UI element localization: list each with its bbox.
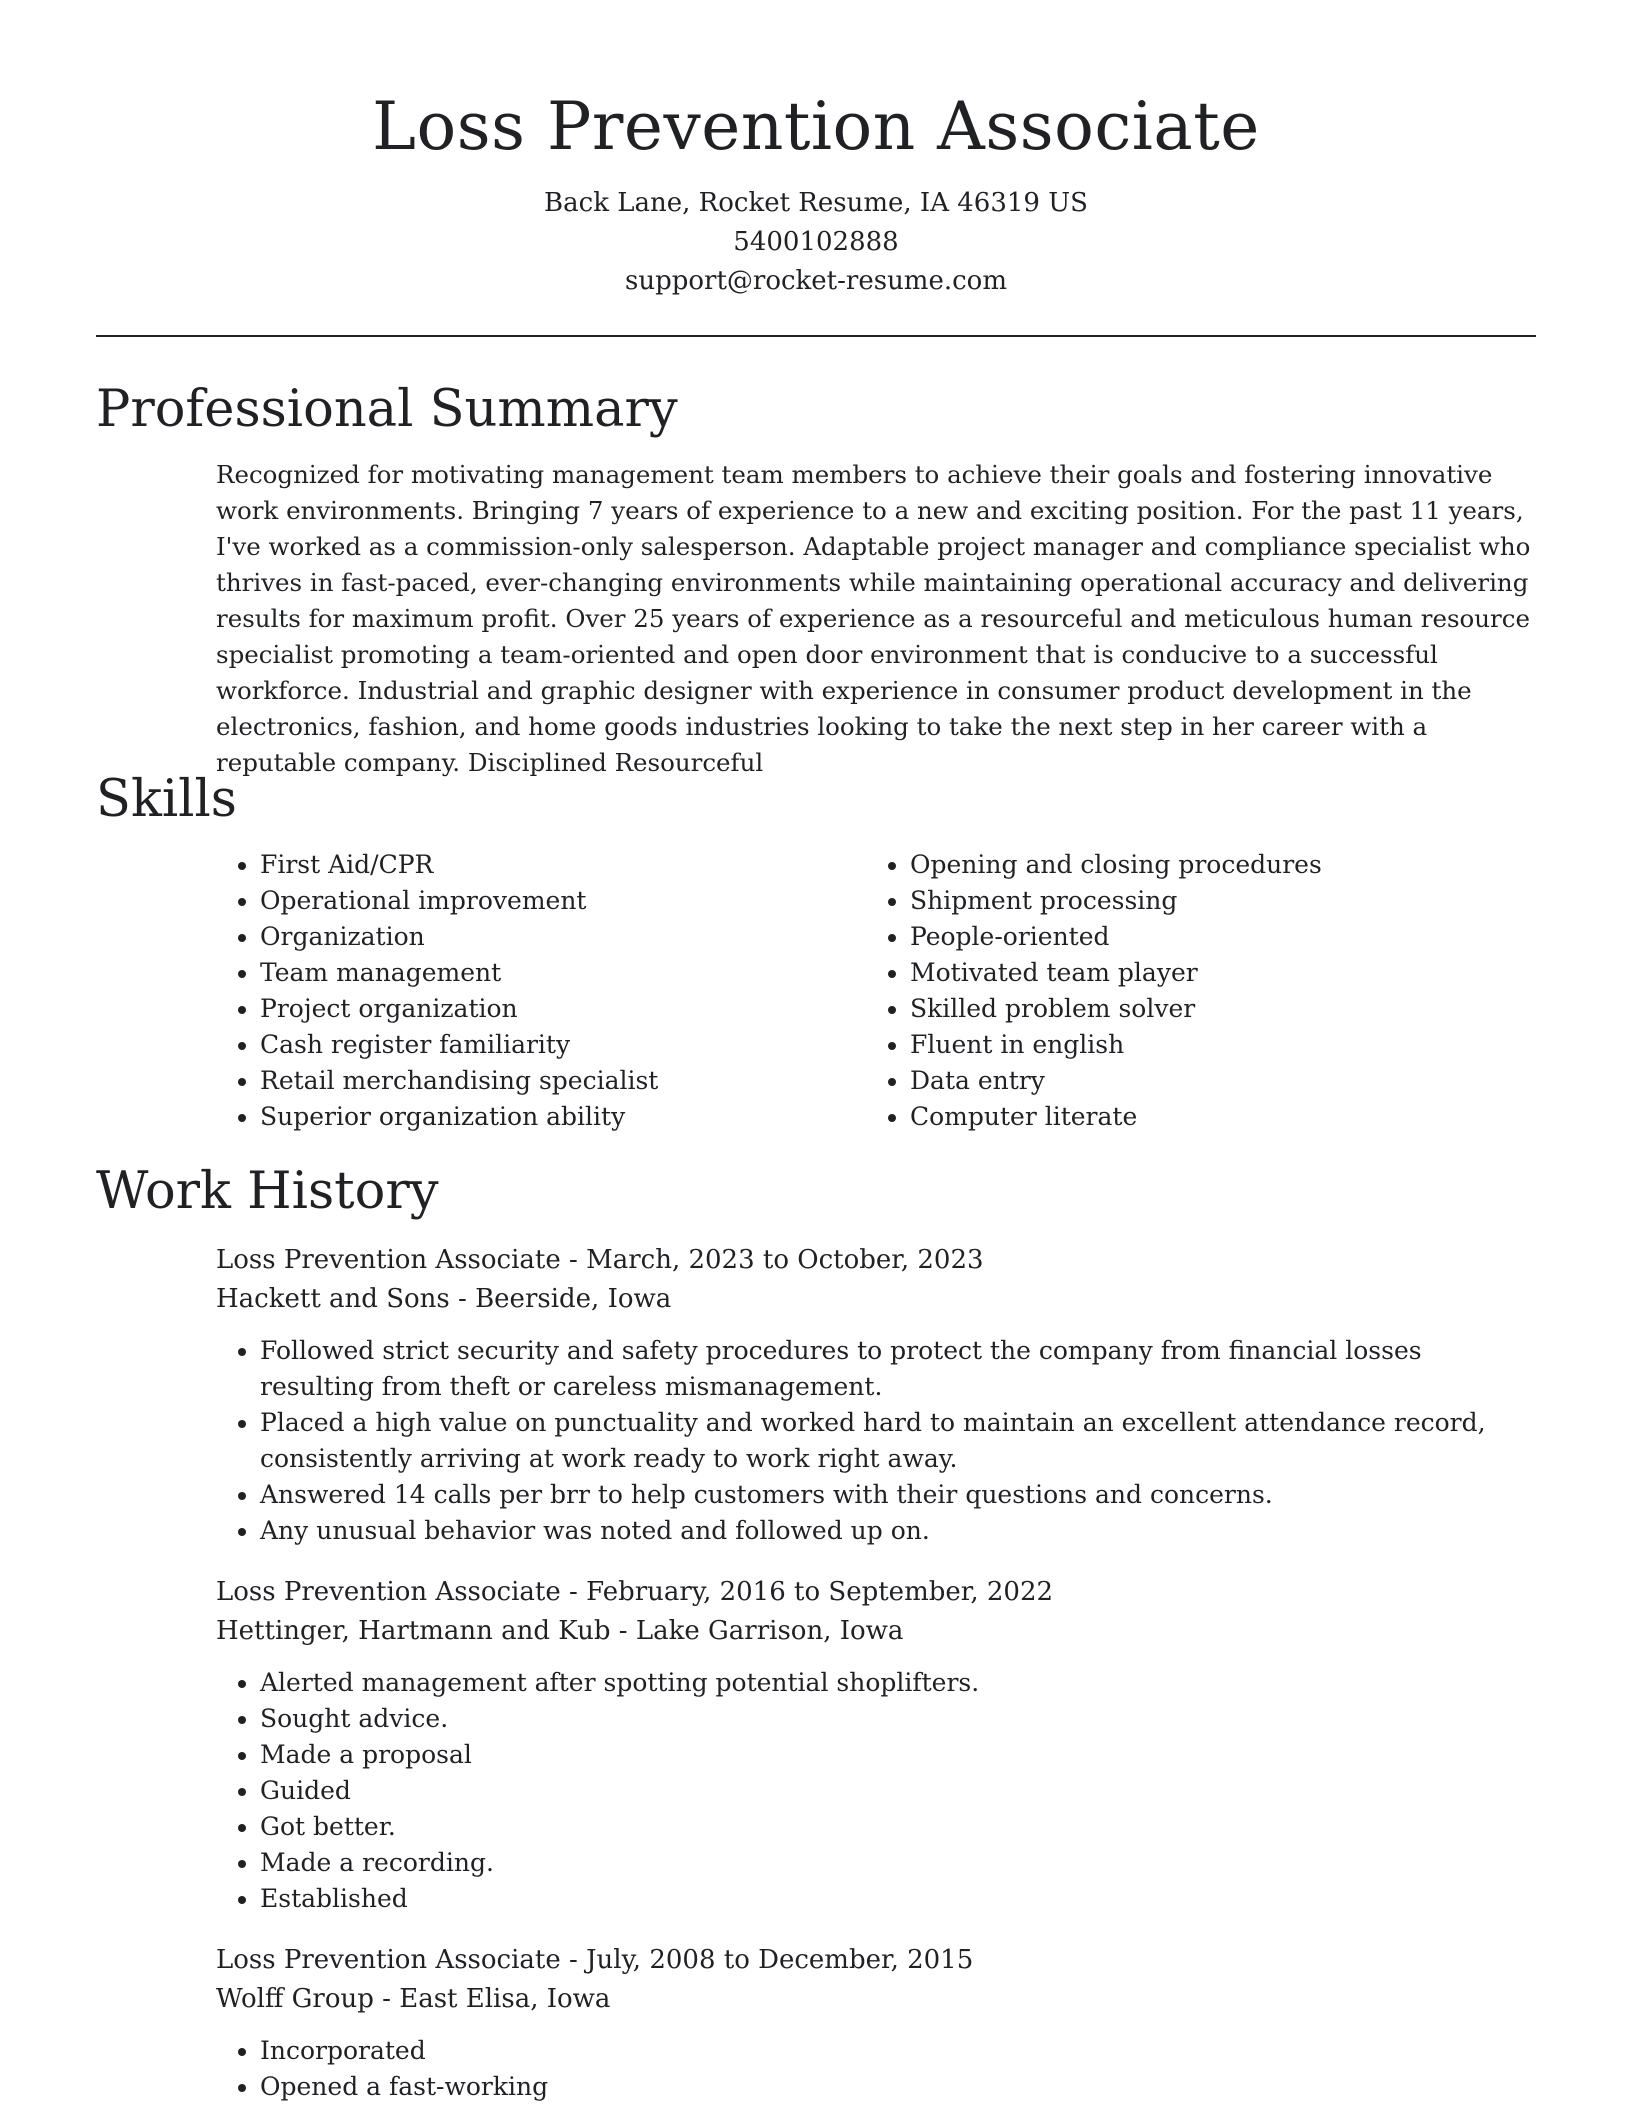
job-bullets — [216, 1333, 1536, 1549]
skill-item: • Cash register familiarity — [260, 1027, 866, 1063]
job-company: Wolff Group — [216, 1984, 374, 2014]
skill-item: • Shipment processing — [910, 883, 1322, 919]
job-company-line — [216, 1612, 1536, 1651]
skills-column-2 — [866, 847, 1322, 1135]
job-bullet: • Established — [260, 1881, 1536, 1917]
skill-item: • First Aid/CPR — [260, 847, 866, 883]
skill-item: • Team management — [260, 955, 866, 991]
job-bullet: • Incorporated — [260, 2033, 1536, 2069]
skill-item: • Data entry — [910, 1063, 1322, 1099]
job-bullet: • Any unusual behavior was noted and followed up on. — [260, 1513, 1536, 1549]
candidate-name: Loss Prevention Associate — [372, 88, 1260, 165]
job-entry — [216, 1241, 1536, 1549]
job-company: Hackett and Sons — [216, 1284, 450, 1314]
job-title-line — [216, 1573, 1536, 1612]
skill-item: • Opening and closing procedures — [910, 847, 1322, 883]
job-dates: - February, 2016 to September, 2022 — [560, 1577, 1054, 1607]
job-bullet: • Alerted management after spotting potential shoplifters. — [260, 1665, 1536, 1701]
work-history-title: Work History — [96, 1162, 439, 1221]
job-bullets — [216, 2033, 1536, 2105]
skill-item: • Computer literate — [910, 1099, 1322, 1135]
job-company-line — [216, 1280, 1536, 1319]
job-bullet: • Sought advice. — [260, 1701, 1536, 1737]
phone: 5400102888 — [733, 227, 899, 257]
job-role: Loss Prevention Associate — [216, 1945, 561, 1975]
job-company-line — [216, 1980, 1536, 2019]
skills-column-1 — [216, 847, 866, 1135]
job-bullet: • Followed strict security and safety procedures to protect the company from financial losses resulting from theft or careless mismanagement. — [260, 1333, 1536, 1405]
job-bullet: • Made a recording. — [260, 1845, 1536, 1881]
job-bullet: • Answered 14 calls per brr to help customers with their questions and concerns. — [260, 1477, 1536, 1513]
job-company: Hettinger, Hartmann and Kub — [216, 1616, 611, 1646]
email: support@rocket-resume.com — [624, 266, 1007, 296]
skill-item: • Organization — [260, 919, 866, 955]
job-entry — [216, 1573, 1536, 1917]
skill-item: • Superior organization ability — [260, 1099, 866, 1135]
skill-item: • People-oriented — [910, 919, 1322, 955]
resume-page — [96, 0, 1536, 2105]
skills-title: Skills — [96, 770, 237, 829]
job-bullet: • Opened a fast-working — [260, 2069, 1536, 2105]
job-bullet: • Got better. — [260, 1809, 1536, 1845]
job-entry — [216, 1941, 1536, 2105]
job-bullet: • Guided — [260, 1773, 1536, 1809]
job-title-line — [216, 1241, 1536, 1280]
header-divider — [96, 335, 1536, 337]
skills-list — [216, 847, 1536, 1135]
summary-text: Recognized for motivating management team members to achieve their goals and fostering innovative work environments. Bringing 7 years of experience to a new and exciting position. For the past 11 years, I've worked as a commission-only salesperson. Adaptable project manager and compliance specialist who thrives in fast-paced, ever-changing environments while maintaining operational accuracy and delivering results for maximum profit. Over 25 years of experience as a resourceful and meticulous human resource specialist promoting a team-oriented and open door environment that is conducive to a successful workforce. Industrial and graphic designer with experience in consumer product development in the electronics, fashion, and home goods industries looking to take the next step in her career with a reputable company. Disciplined Resourceful — [216, 460, 1531, 777]
address: Back Lane, Rocket Resume, IA 46319 US — [544, 188, 1088, 218]
skill-item: • Retail merchandising specialist — [260, 1063, 866, 1099]
job-bullet: • Placed a high value on punctuality and worked hard to maintain an excellent attendance record, consistently arriving at work ready to work right away. — [260, 1405, 1536, 1477]
job-dates: - March, 2023 to October, 2023 — [560, 1245, 984, 1275]
job-role: Loss Prevention Associate — [216, 1245, 561, 1275]
job-location: - Beerside, Iowa — [449, 1284, 672, 1314]
skill-item: • Project organization — [260, 991, 866, 1027]
job-location: - Lake Garrison, Iowa — [610, 1616, 904, 1646]
summary-title: Professional Summary — [96, 380, 678, 439]
job-bullet: • Made a proposal — [260, 1737, 1536, 1773]
skill-item: • Fluent in english — [910, 1027, 1322, 1063]
skill-item: • Operational improvement — [260, 883, 866, 919]
contact-block — [96, 184, 1536, 301]
job-location: - East Elisa, Iowa — [373, 1984, 611, 2014]
job-dates: - July, 2008 to December, 2015 — [560, 1945, 974, 1975]
job-bullets — [216, 1665, 1536, 1917]
skill-item: • Skilled problem solver — [910, 991, 1322, 1027]
skill-item: • Motivated team player — [910, 955, 1322, 991]
job-role: Loss Prevention Associate — [216, 1577, 561, 1607]
job-title-line — [216, 1941, 1536, 1980]
